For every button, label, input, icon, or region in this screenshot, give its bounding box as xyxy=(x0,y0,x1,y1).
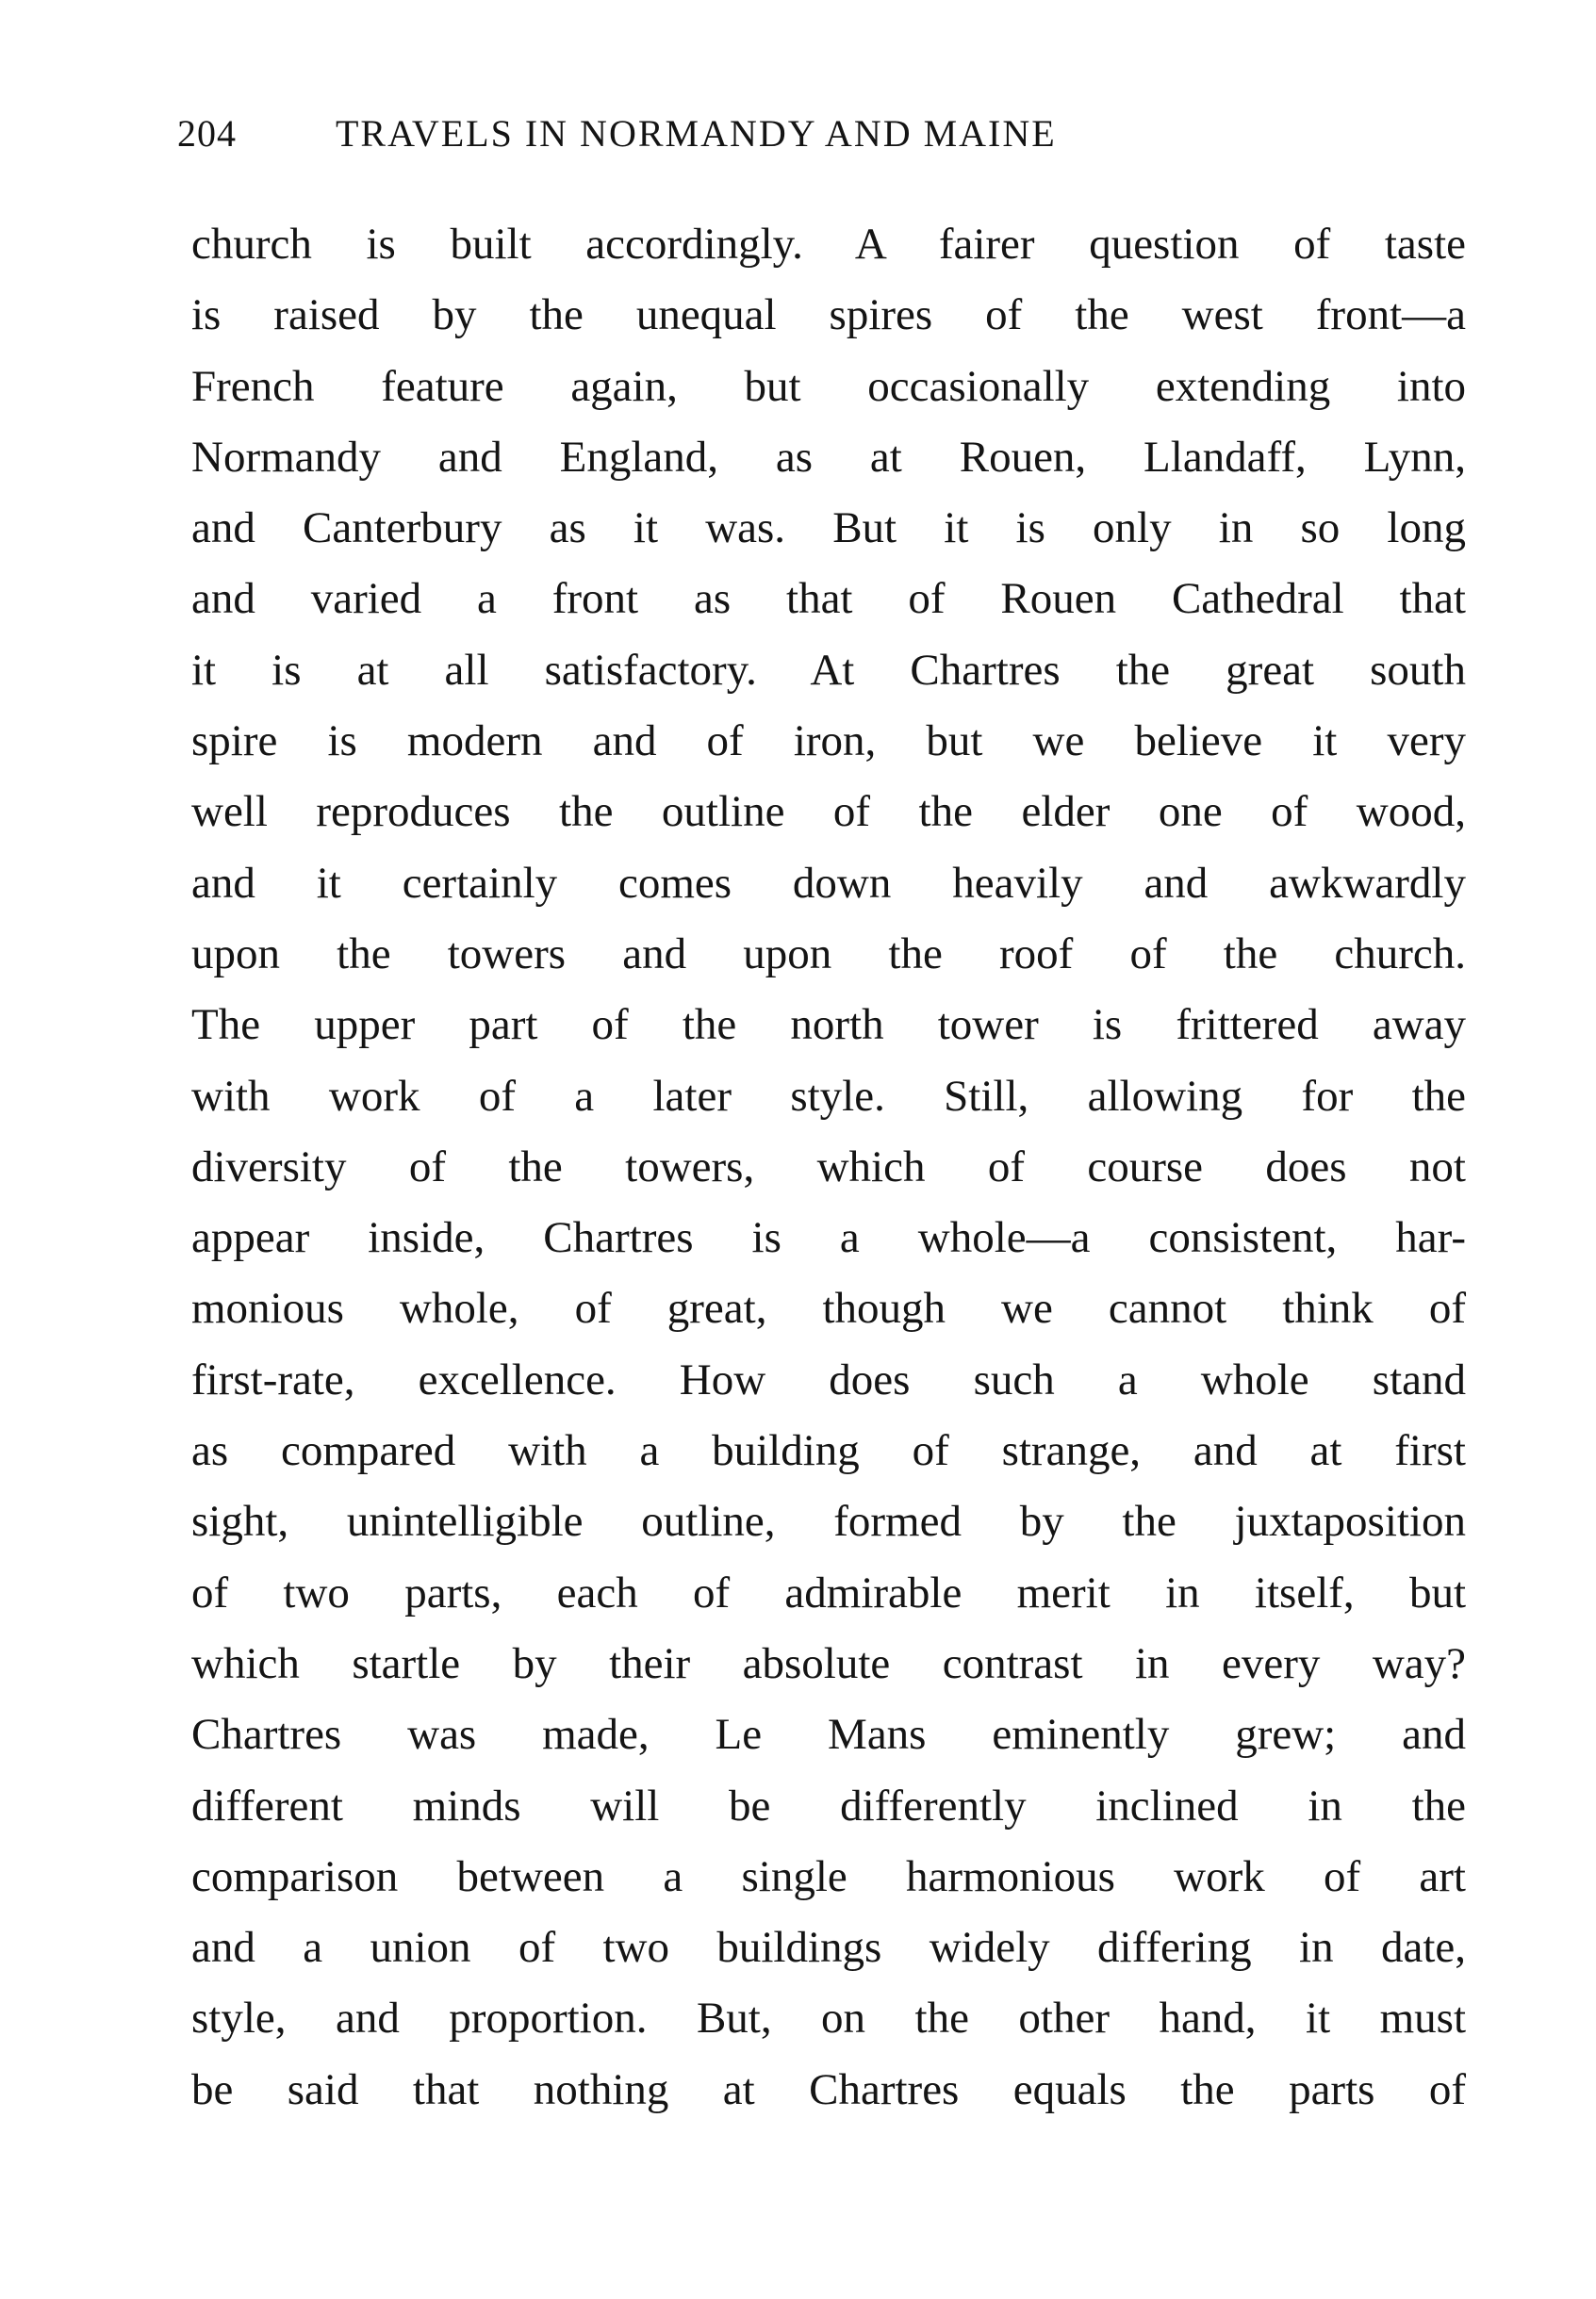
text-line: monious whole, of great, though we cannot think of xyxy=(191,1284,1466,1334)
text-line: spire is modern and of iron, but we believe it very xyxy=(191,716,1466,766)
text-line: with work of a later style. Still, allowing for the xyxy=(191,1071,1466,1121)
text-line: different minds will be differently inclined in the xyxy=(191,1781,1466,1831)
text-line: be said that nothing at Chartres equals the parts of xyxy=(191,2064,1466,2114)
page-header xyxy=(177,111,1308,158)
text-line: church is built accordingly. A fairer question of taste xyxy=(191,220,1466,269)
text-line: well reproduces the outline of the elder one of wood, xyxy=(191,787,1466,837)
text-line: comparison between a single harmonious work of art xyxy=(191,1851,1466,1901)
running-title: TRAVELS IN NORMANDY AND MAINE xyxy=(336,112,1057,155)
text-line: French feature again, but occasionally extending into xyxy=(191,361,1466,411)
text-line: appear inside, Chartres is a whole—a consistent, har- xyxy=(191,1213,1466,1263)
text-line: The upper part of the north tower is frittered away xyxy=(191,1000,1466,1050)
text-line: and a union of two buildings widely differing in date, xyxy=(191,1923,1466,1973)
text-line: Chartres was made, Le Mans eminently grew; and xyxy=(191,1710,1466,1760)
text-line: it is at all satisfactory. At Chartres the great south xyxy=(191,645,1466,695)
text-line: Normandy and England, as at Rouen, Llandaff, Lynn, xyxy=(191,432,1466,482)
text-line: sight, unintelligible outline, formed by the juxtaposition xyxy=(191,1497,1466,1547)
text-line: is raised by the unequal spires of the west front—a xyxy=(191,290,1466,340)
text-line: and varied a front as that of Rouen Cathedral that xyxy=(191,574,1466,624)
body-text xyxy=(191,209,1466,2126)
text-line: style, and proportion. But, on the other hand, it must xyxy=(191,1994,1466,2044)
text-line: first-rate, excellence. How does such a whole stand xyxy=(191,1355,1466,1404)
text-line: and Canterbury as it was. But it is only in so long xyxy=(191,503,1466,553)
page-number: 204 xyxy=(177,112,237,155)
text-line: as compared with a building of strange, and at first xyxy=(191,1426,1466,1476)
text-line: of two parts, each of admirable merit in itself, but xyxy=(191,1568,1466,1618)
text-line: and it certainly comes down heavily and awkwardly xyxy=(191,858,1466,908)
text-line: upon the towers and upon the roof of the church. xyxy=(191,928,1466,978)
text-line: which startle by their absolute contrast in every way? xyxy=(191,1638,1466,1688)
text-line: diversity of the towers, which of course does not xyxy=(191,1141,1466,1191)
